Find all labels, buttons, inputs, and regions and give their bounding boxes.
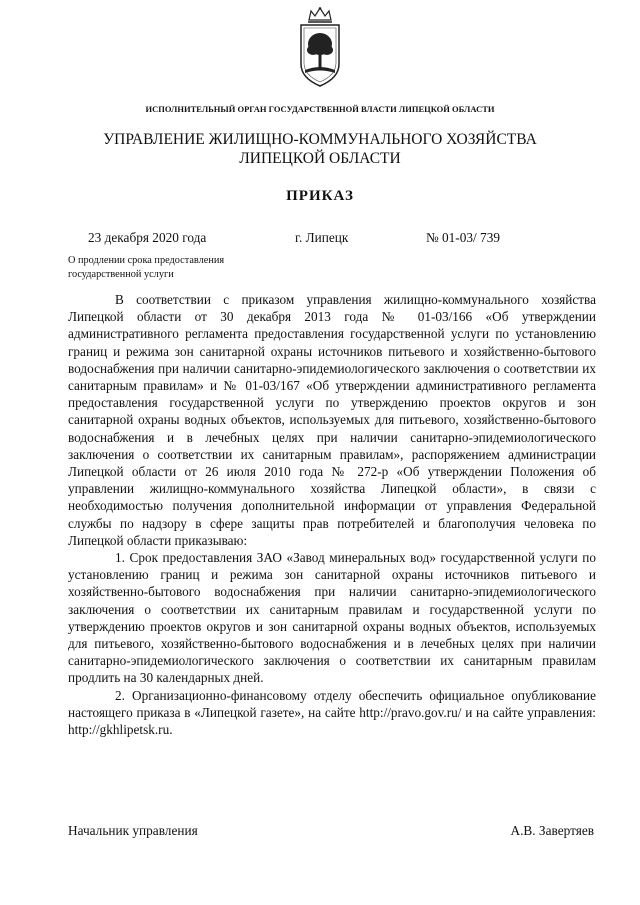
document-type-title: ПРИКАЗ (286, 188, 354, 204)
clause-2-paragraph: 2. Организационно-финансовому отделу обеспечить официальное опубликование настоящего приказа в «Липецкой газете», на сайте http://pravo.gov.ru/ и на сайте управления: http://gkhlipetsk.ru. (68, 687, 596, 738)
order-city: г. Липецк (295, 230, 349, 245)
order-body (68, 291, 596, 738)
clause-1-paragraph: 1. Срок предоставления ЗАО «Завод минеральных вод» государственной услуги по установлению границ и режима зон санитарной охраны источников питьевого и хозяйственно-бытового водоснабжения при наличии санитарно-эпидемиологического заключения о соответствии их санитарным правилам и государственной услуги по утверждению проектов округов и зон санитарной охраны водных объектов, используемых для питьевого, хозяйственно-бытового водоснабжения и в лечебных целях при наличии санитарно-эпидемиологического заключения о соответствии их санитарным правилам продлить на 30 календарных дней. (68, 550, 596, 686)
issuing-authority: ИСПОЛНИТЕЛЬНЫЙ ОРГАН ГОСУДАРСТВЕННОЙ ВЛАСТИ ЛИПЕЦКОЙ ОБЛАСТИ (145, 104, 495, 114)
order-date: 23 декабря 2020 года (88, 230, 207, 245)
organization-name-line2: ЛИПЕЦКОЙ ОБЛАСТИ (239, 150, 401, 167)
organization-name-line1: УПРАВЛЕНИЕ ЖИЛИЩНО-КОММУНАЛЬНОГО ХОЗЯЙСТВА (103, 131, 537, 148)
organization-name (0, 130, 640, 168)
preamble-paragraph: В соответствии с приказом управления жилищно-коммунального хозяйства Липецкой области от 30 декабря 2013 года № 01-03/166 «Об утверждении административного регламента предоставления государственной услуги по установлению границ и режима зон санитарной охраны источников питьевого и хозяйственно-бытового водоснабжения при наличии санитарно-эпидемиологического заключения о соответствии их санитарным правилам» и № 01-03/167 «Об утверждении административного регламента предоставления государственной услуги по утверждению проектов округов и зон санитарной охраны водных объектов, используемых для питьевого, хозяйственно-бытового водоснабжения и в лечебных целях при наличии санитарно-эпидемиологического заключения о соответствии их санитарным правилам», распоряжением администрации Липецкой области от 26 июля 2010 года № 272-р «Об утверждении Положения об управлении жилищно-коммунального хозяйства Липецкой области», в связи с необходимостью получения дополнительной информации от управления Федеральной службы по надзору в сфере защиты прав потребителей и благополучия человека по Липецкой области приказываю: (68, 292, 596, 548)
order-subject-line2: государственной услуги (68, 269, 174, 280)
order-subject-line1: О продлении срока предоставления (68, 255, 225, 266)
signatory-position: Начальник управления (68, 823, 198, 838)
signatory-name: А.В. Завертяев (510, 823, 594, 838)
coat-of-arms-icon (297, 6, 343, 88)
order-number: № 01-03/ 739 (426, 230, 500, 245)
order-subject (68, 254, 298, 282)
